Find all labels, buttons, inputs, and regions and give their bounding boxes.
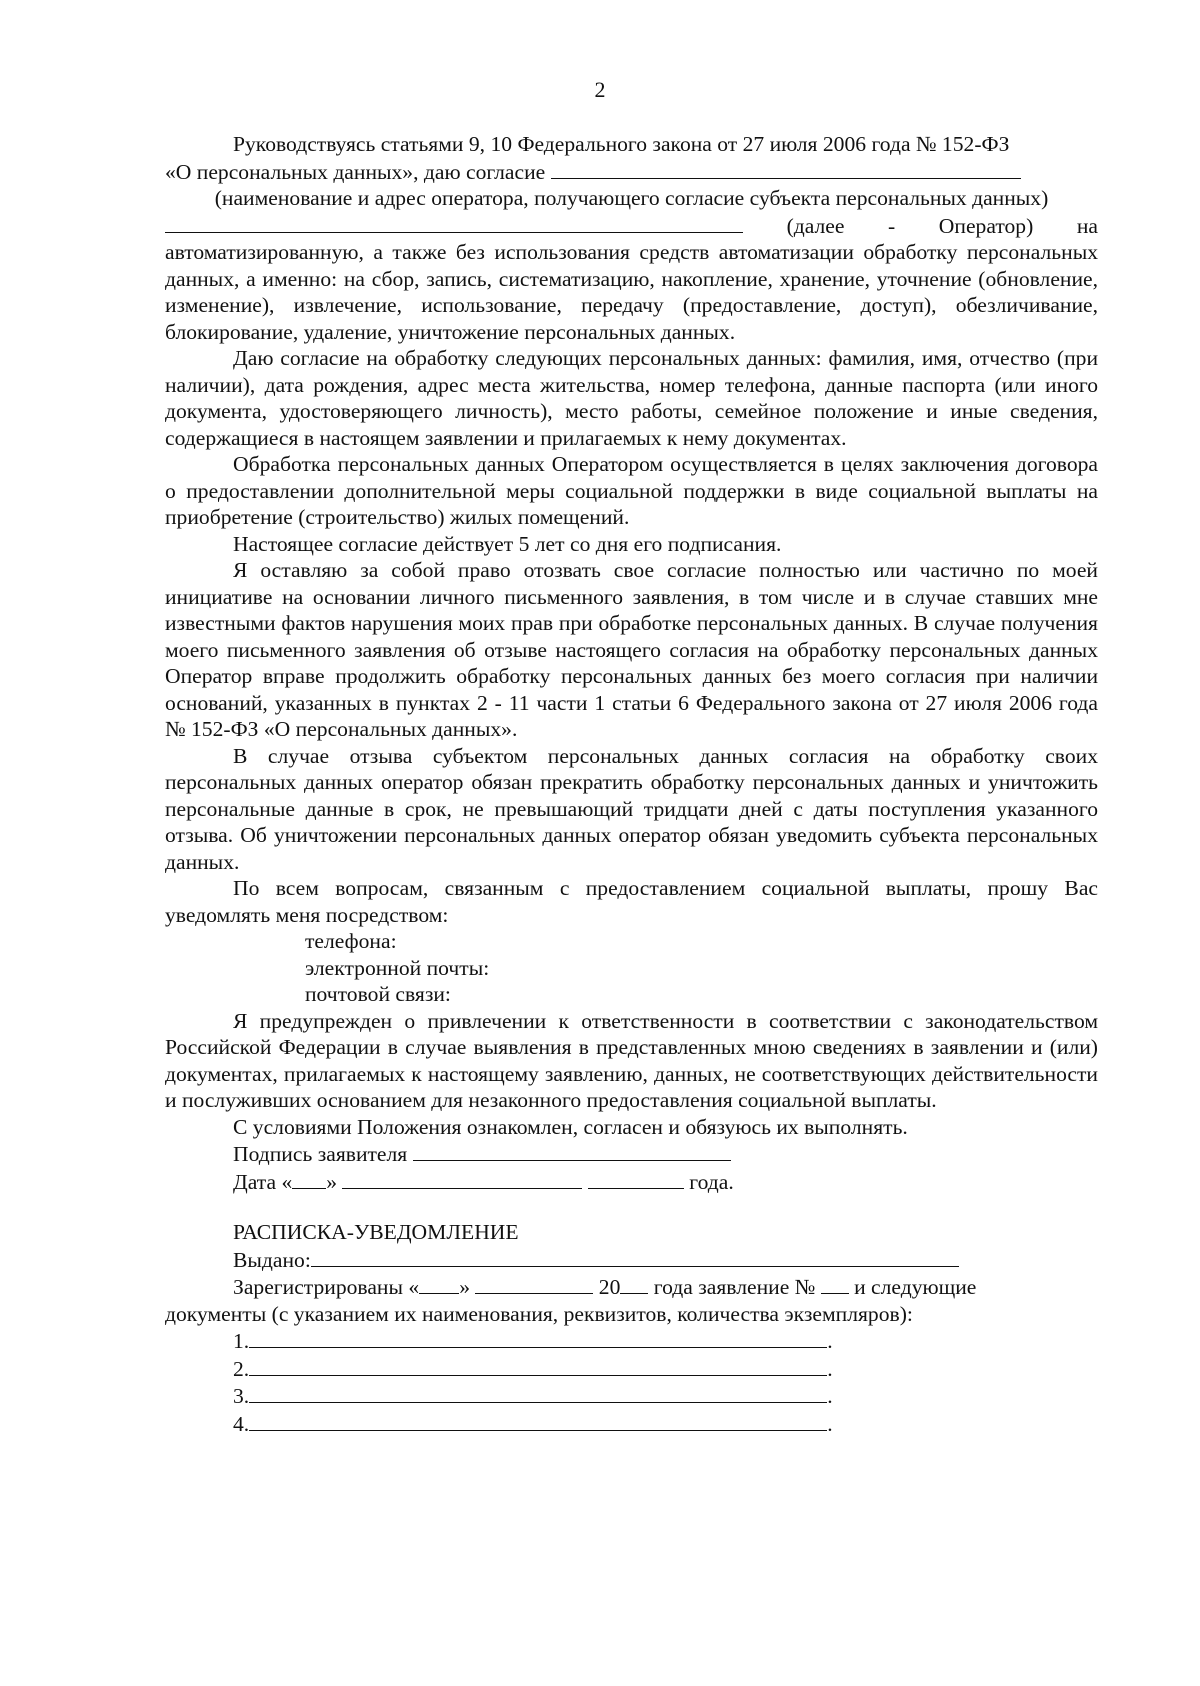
consent-scope-paragraph: автоматизированную, а также без использования средств автоматизации обработку персональных данных, а именно: на сбор, запись, систематизацию, накопление, хранение, уточнение (обновление, изменение), извлечение, использование, передачу (предоставление, доступ), обезличивание, блокирование, удаление, уничтожение персональных данных. <box>165 240 1098 344</box>
document-item-number: 2. <box>233 1356 250 1381</box>
contact-option-email: электронной почты: <box>305 955 490 980</box>
operator-word-4: на <box>1076 213 1098 238</box>
consent-text <box>165 131 1098 1437</box>
document-item-end: . <box>827 1356 833 1381</box>
issued-line <box>165 1246 1098 1274</box>
page-number: 2 <box>594 77 606 102</box>
receipt-title: РАСПИСКА-УВЕДОМЛЕНИЕ <box>233 1220 519 1244</box>
data-list-paragraph: Даю согласие на обработку следующих персональных данных: фамилия, имя, отчество (при наличии), дата рождения, адрес места жительства, номер телефона, данные паспорта (или иного документа, удостоверяющего личность), место работы, семейное положение и иные сведения, содержащиеся в настоящем заявлении и прилагаемых к нему документах. <box>165 346 1098 450</box>
document-item-4 <box>165 1410 1098 1438</box>
date-day-field[interactable] <box>292 1168 326 1189</box>
consent-operator-label: «О персональных данных», даю согласие <box>165 159 546 184</box>
document-item-end: . <box>827 1384 833 1408</box>
destruction-paragraph: В случае отзыва субъектом персональных данных согласия на обработку своих персональных данных оператор обязан прекратить обработку персональных данных и уничтожить персональные данные в срок, не превышающий тридцати дней с даты поступления указанного отзыва. Об уничтожении персональных данных оператор обязан уведомить субъекта персональных данных. <box>165 743 1098 874</box>
registered-label: Зарегистрированы « <box>233 1275 420 1299</box>
date-line <box>165 1168 1098 1196</box>
consent-intro-line: Руководствуясь статьями 9, 10 Федерального закона от 27 июля 2006 года № 152-ФЗ <box>233 132 1010 156</box>
document-item-field[interactable] <box>249 1355 827 1376</box>
registered-month-field[interactable] <box>475 1273 593 1294</box>
operator-hint: (наименование и адрес оператора, получающего согласие субъекта персональных данных) <box>214 186 1049 210</box>
registered-year-field[interactable] <box>620 1273 648 1294</box>
operator-word-3: Оператор) <box>938 213 1034 238</box>
validity-paragraph: Настоящее согласие действует 5 лет со дня его подписания. <box>233 531 782 556</box>
document-item-number: 3. <box>233 1384 250 1408</box>
operator-address-row <box>165 212 1098 240</box>
liability-paragraph: Я предупрежден о привлечении к ответственности в соответствии с законодательством Российской Федерации в случае выявления в представленных мною сведениях в заявлении и (или) документах, прилагаемых к настоящему заявлению, данных, не соответствующих действительности и послуживших основанием для незаконного предоставления социальной выплаты. <box>165 1008 1098 1112</box>
year-label: года. <box>689 1169 734 1194</box>
contact-option-post: почтовой связи: <box>305 982 451 1006</box>
operator-word-1: (далее <box>786 213 845 238</box>
date-year-field[interactable] <box>588 1168 684 1189</box>
revocation-paragraph: Я оставляю за собой право отозвать свое согласие полностью или частично по моей инициативе на основании личного письменного заявления, в том числе и в случае ставших мне известными фактов нарушения моих прав при обработке персональных данных. В случае получения моего письменного заявления об отзыве настоящего согласия на обработку персональных данных Оператор вправе продолжить обработку персональных данных без моего согласия при наличии оснований, указанных в пунктах 2 - 11 части 1 статьи 6 Федерального закона от 27 июля 2006 года № 152-ФЗ «О персональных данных». <box>165 558 1098 741</box>
operator-word-2: - <box>888 213 896 238</box>
purpose-paragraph: Обработка персональных данных Оператором осуществляется в целях заключения договора о предоставлении дополнительной меры социальной поддержки в виде социальной выплаты на приобретение (строительство) жилых помещений. <box>165 452 1098 529</box>
operator-address-field[interactable] <box>165 212 743 233</box>
agreement-line: С условиями Положения ознакомлен, согласен и обязуюсь их выполнять. <box>233 1114 908 1139</box>
application-number-field[interactable] <box>821 1273 849 1294</box>
document-item-number: 1. <box>233 1329 250 1353</box>
consent-operator-line <box>165 158 1098 186</box>
signature-label: Подпись заявителя <box>233 1142 408 1166</box>
registered-line <box>165 1273 1098 1301</box>
signature-field[interactable] <box>413 1140 731 1161</box>
issued-label: Выдано: <box>233 1247 311 1272</box>
document-item-3 <box>165 1382 1098 1410</box>
operator-name-field[interactable] <box>551 158 1021 179</box>
date-month-field[interactable] <box>342 1168 582 1189</box>
document-item-field[interactable] <box>249 1410 827 1431</box>
following-label: и следующие <box>854 1275 977 1299</box>
date-label: Дата « <box>233 1169 293 1194</box>
document-item-2 <box>165 1355 1098 1383</box>
document-item-number: 4. <box>233 1411 250 1436</box>
century-label: 20 <box>598 1275 621 1299</box>
document-item-field[interactable] <box>249 1382 827 1403</box>
application-number-label: года заявление № <box>653 1275 816 1299</box>
issued-to-field[interactable] <box>311 1246 959 1267</box>
documents-line: документы (с указанием их наименования, реквизитов, количества экземпляров): <box>165 1301 913 1326</box>
document-item-field[interactable] <box>249 1327 827 1348</box>
signature-line <box>165 1140 1098 1168</box>
notification-paragraph: По всем вопросам, связанным с предоставлением социальной выплаты, прошу Вас уведомлять меня посредством: <box>165 876 1098 927</box>
contact-option-phone: телефона: <box>305 929 397 953</box>
date-close: » <box>326 1169 338 1194</box>
document-item-1 <box>165 1327 1098 1355</box>
document-item-end: . <box>827 1329 833 1353</box>
document-item-end: . <box>827 1411 833 1436</box>
registered-day-field[interactable] <box>419 1273 459 1294</box>
registered-close: » <box>459 1275 470 1299</box>
